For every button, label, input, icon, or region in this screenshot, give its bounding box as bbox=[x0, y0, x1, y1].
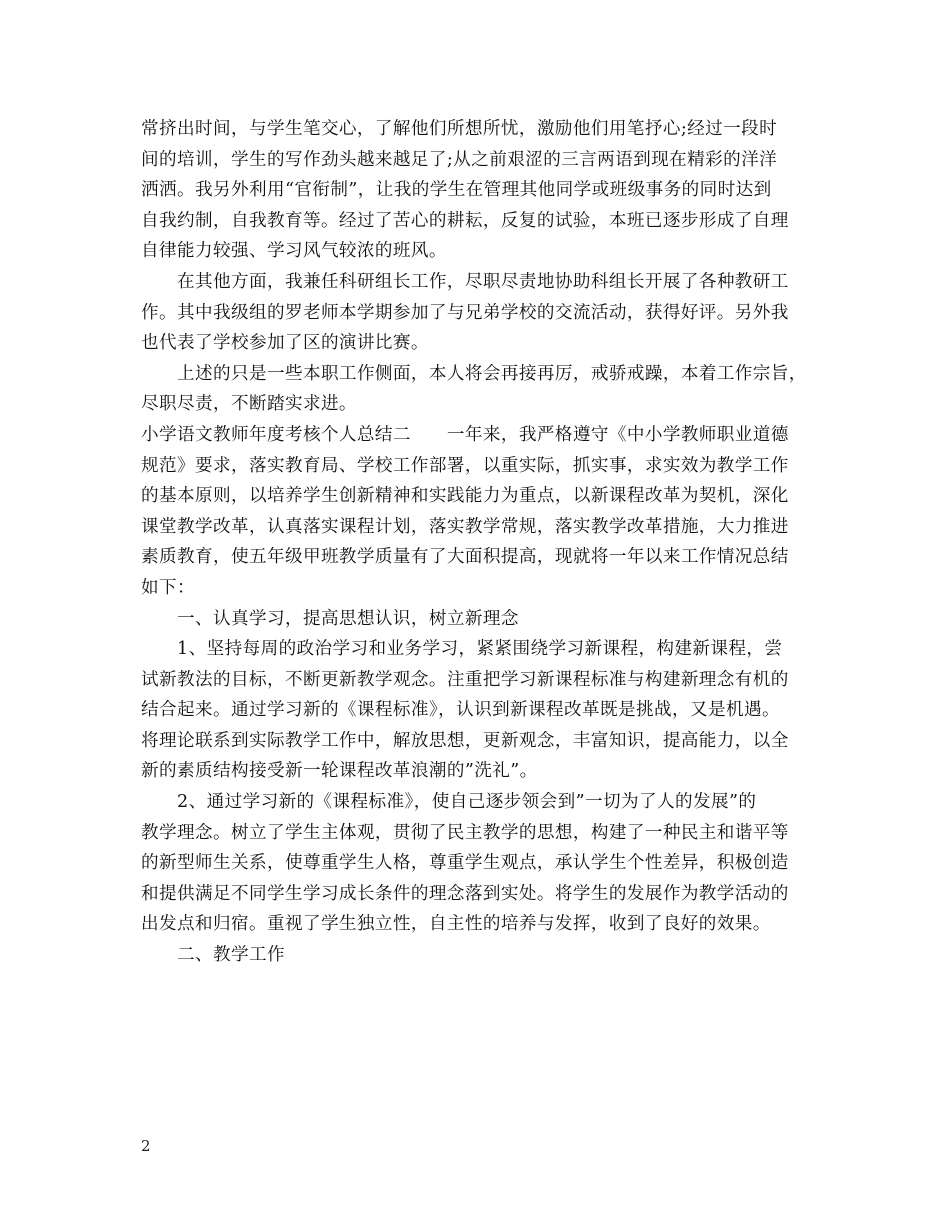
text-line: 尽职尽责，不断踏实求进。 bbox=[141, 394, 357, 415]
text-line: 的基本原则，以培养学生创新精神和实践能力为重点，以新课程改革为契机，深化 bbox=[141, 486, 789, 507]
text-line: 新的素质结构接受新一轮课程改革浪潮的”洗礼”。 bbox=[141, 761, 538, 782]
text-line: 试新教法的目标，不断更新教学观念。注重把学习新课程标准与构建新理念有机的 bbox=[141, 669, 789, 690]
text-line: 间的培训，学生的写作劲头越来越足了;从之前艰涩的三言两语到现在精彩的洋洋 bbox=[141, 149, 778, 170]
text-line: 在其他方面，我兼任科研组长工作，尽职尽责地协助科组长开展了各种教研工 bbox=[177, 271, 789, 292]
text-line: 1、坚持每周的政治学习和业务学习，紧紧围绕学习新课程，构建新课程，尝 bbox=[177, 639, 783, 660]
text-line: 常挤出时间，与学生笔交心，了解他们所想所忧，激励他们用笔抒心;经过一段时 bbox=[141, 119, 778, 139]
text-line: 一、认真学习，提高思想认识，树立新理念 bbox=[177, 608, 519, 629]
page-number: 2 bbox=[141, 1137, 151, 1155]
text-line: 将理论联系到实际教学工作中，解放思想，更新观念，丰富知识，提高能力，以全 bbox=[141, 730, 789, 751]
text-line: 2、通过学习新的《课程标准》，使自己逐步领会到”一切为了人的发展”的 bbox=[177, 792, 757, 813]
document-body bbox=[141, 114, 819, 971]
text-line: 素质教育，使五年级甲班教学质量有了大面积提高，现就将一年以来工作情况总结 bbox=[141, 547, 789, 568]
text-line: 洒洒。我另外利用“官衔制”，让我的学生在管理其他同学或班级事务的同时达到 bbox=[141, 180, 772, 201]
text-line: 如下： bbox=[141, 577, 195, 598]
text-line: 自律能力较强、学习风气较浓的班风。 bbox=[141, 241, 447, 262]
text-line: 和提供满足不同学生学习成长条件的理念落到实处。将学生的发展作为教学活动的 bbox=[141, 883, 789, 904]
text-line: 作。其中我级组的罗老师本学期参加了与兄弟学校的交流活动，获得好评。另外我 bbox=[141, 302, 789, 323]
text-line: 规范》要求，落实教育局、学校工作部署，以重实际，抓实事，求实效为教学工作 bbox=[141, 455, 789, 476]
text-line: 教学理念。树立了学生主体观，贯彻了民主教学的思想，构建了一种民主和谐平等 bbox=[141, 822, 789, 843]
text-line: 自我约制，自我教育等。经过了苦心的耕耘，反复的试验，本班已逐步形成了自理 bbox=[141, 210, 789, 231]
text-line: 出发点和归宿。重视了学生独立性，自主性的培养与发挥，收到了良好的效果。 bbox=[141, 914, 771, 935]
text-line: 小学语文教师年度考核个人总结二 一年来，我严格遵守《中小学教师职业道德 bbox=[141, 424, 789, 445]
text-line: 的新型师生关系，使尊重学生人格，尊重学生观点，承认学生个性差异，积极创造 bbox=[141, 853, 789, 874]
text-line: 上述的只是一些本职工作侧面，本人将会再接再厉，戒骄戒躁，本着工作宗旨， bbox=[177, 363, 807, 384]
text-line: 结合起来。通过学习新的《课程标准》，认识到新课程改革既是挑战，又是机遇。 bbox=[141, 700, 780, 721]
text-line: 也代表了学校参加了区的演讲比赛。 bbox=[141, 333, 429, 354]
text-line: 课堂教学改革，认真落实课程计划，落实教学常规，落实教学改革措施，大力推进 bbox=[141, 516, 789, 537]
text-line: 二、教学工作 bbox=[177, 945, 285, 966]
